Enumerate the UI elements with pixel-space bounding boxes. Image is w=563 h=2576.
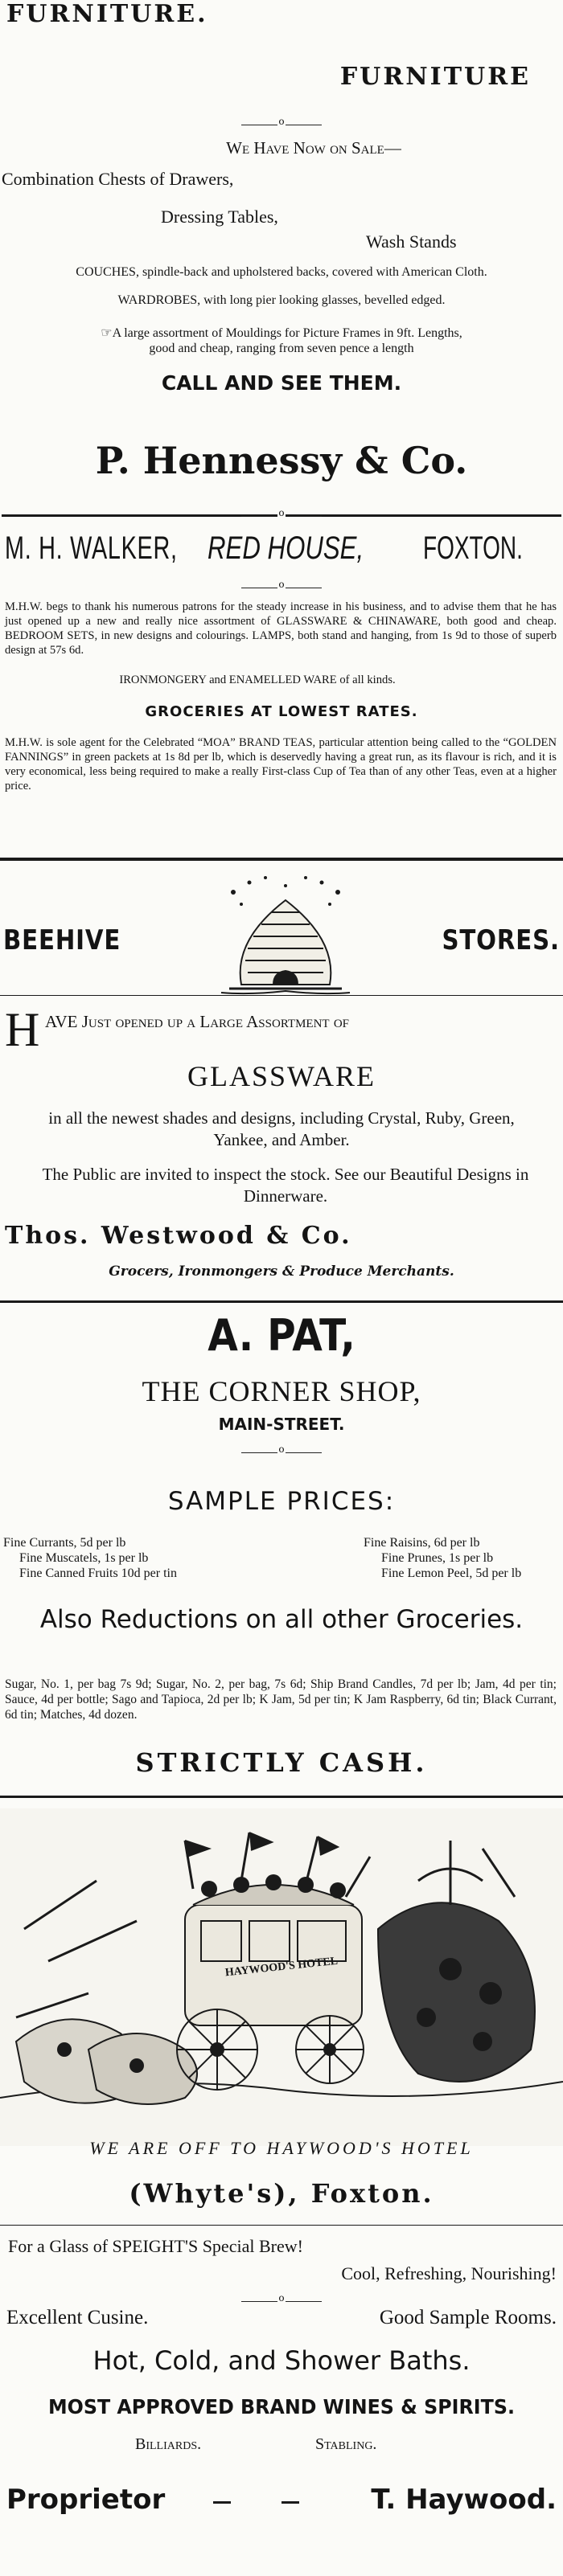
pat-cash: STRICTLY CASH. [135,1747,428,1778]
walker-title [0,530,563,575]
hotel-rooms: Good Sample Rooms. [379,2307,557,2328]
pat-shop: THE CORNER SHOP, [142,1375,421,1407]
price-item: Fine Lemon Peel, 5d per lb [381,1566,522,1580]
hotel-wines: MOST APPROVED BRAND WINES & SPIRITS. [48,2395,515,2418]
beehive-merchant: Thos. Westwood & Co. [5,1222,352,1250]
price-item: Fine Prunes, 1s per lb [381,1551,494,1565]
beehive-invite: The Public are invited to inspect the stock. See our Beautiful Designs in Dinnerware. [42,1165,529,1206]
pat-sugar: Sugar, No. 1, per bag 7s 9d; Sugar, No. 2, per bag, 7s 6d; Ship Brand Candles, 7d per lb; Jam, 4d per tin; Sauce, 4d per bottle; Sago and Tapioca, 2d per lb; K Jam, 5d per tin; K Jam Raspberry, 6d tin; Black Currant, 6d tin; Matches, 4d dozen. [5,1677,557,1722]
walker-title-foxton: FOXTON. [423,530,523,566]
dash-icon [213,2501,231,2504]
pat-street: MAIN-STREET. [218,1415,345,1434]
price-item: Fine Canned Fruits 10d per tin [19,1566,177,1580]
section-rule [0,2225,563,2226]
furniture-item-tables: Dressing Tables, [161,207,278,227]
walker-paragraph-2: M.H.W. is sole agent for the Celebrated “MOA” BRAND TEAS, particular attention being called to the “GOLDEN FANNINGS” in green packets at 1s 8d per lb, which is deservedly having a great run, as its flavour is rich, and it is very economical, less being required to make a really First-class Cup of Tea than of any other Teas, even at a higher price. [5,736,557,792]
hotel-owner: T. Haywood. [371,2484,557,2516]
furniture-title: FURNITURE [339,63,531,91]
walker-groceries: GROCERIES AT LOWEST RATES. [145,703,418,720]
ornament-divider [241,119,322,130]
pat-reductions: Also Reductions on all other Groceries. [39,1605,524,1634]
hotel-banner: WE ARE OFF TO HAYWOOD'S HOTEL [89,2138,474,2158]
furniture-wardrobes: WARDROBES, with long pier looking glasses, bevelled edged. [117,293,446,307]
ornament-divider [241,2295,322,2307]
ornament-divider [241,510,322,522]
furniture-header: FURNITURE. [6,0,208,28]
beehive-title-right: STORES. [442,924,560,956]
hotel-baths: Hot, Cold, and Shower Baths. [92,2345,471,2376]
price-item: Fine Raisins, 6d per lb [364,1536,480,1550]
furniture-item-stands: Wash Stands [366,231,457,252]
beehive-body: in all the newest shades and designs, including Crystal, Ruby, Green, Yankee, and Amber. [48,1108,515,1149]
pat-prices-left [3,1535,277,1581]
walker-title-redhouse: RED HOUSE, [208,530,364,566]
beehive-intro [0,1003,563,1056]
furniture-item-chests: Combination Chests of Drawers, [2,169,234,189]
ornament-divider [241,582,322,593]
pat-prices-right [364,1535,561,1581]
coach-sign: HAYWOOD'S HOTEL [224,1955,339,1980]
furniture-merchant: P. Hennessy & Co. [95,439,468,482]
dash-icon [282,2501,299,2504]
section-rule [0,1796,563,1798]
beehive-intro-text: AVE Just opened up a Large Assortment of [45,1012,350,1031]
hotel-billiards: Billiards. [135,2435,202,2453]
price-item: Fine Muscatels, 1s per lb [19,1551,149,1565]
beehive-glassware: GLASSWARE [187,1060,376,1092]
furniture-couches: COUCHES, spindle-back and upholstered backs, covered with American Cloth. [76,265,487,279]
hotel-name: (Whyte's), Foxton. [129,2178,434,2209]
beehive-title-left: BEEHIVE [3,924,121,956]
beehive-dropcap: H [5,1003,40,1056]
walker-paragraph-1: M.H.W. begs to thank his numerous patrons for the steady increase in his business, and to advise them that he has just opened up a new and really nice assortment of GLASSWARE & CHINAWARE, both good and cheap. BEDROOM SETS, in new designs and colourings. LAMPS, both stand and hanging, from 1s 9d to those of superb design at 57s 6d. [5,600,557,657]
pat-name: A. PAT, [208,1310,355,1361]
section-rule [0,1300,563,1303]
hotel-proprietor-line [0,2484,563,2524]
ornament-divider [241,1447,322,1458]
furniture-mouldings-2: good and cheap, ranging from seven pence a length [149,342,414,355]
section-rule [0,995,563,996]
hotel-proprietor-label: Proprietor [6,2484,166,2516]
section-rule [0,858,563,861]
hotel-stabling: Stabling. [315,2435,377,2453]
coach-illustration-icon [0,1808,563,2146]
furniture-intro: We Have Now on Sale— [226,138,401,158]
price-item: Fine Currants, 5d per lb [3,1536,126,1550]
hotel-glass: For a Glass of SPEIGHT'S Special Brew! [8,2236,303,2256]
hotel-cusine: Excellent Cusine. [6,2307,149,2328]
furniture-mouldings-1: ☞A large assortment of Mouldings for Picture Frames in 9ft. Lengths, [101,326,462,340]
beehive-trade: Grocers, Ironmongers & Produce Merchants. [109,1263,454,1280]
walker-title-name: M. H. WALKER, [5,530,178,566]
furniture-call: CALL AND SEE THEM. [161,371,402,395]
pat-sample-prices: SAMPLE PRICES: [167,1487,396,1516]
hotel-cool: Cool, Refreshing, Nourishing! [341,2263,557,2283]
walker-ironmongery: IRONMONGERY and ENAMELLED WARE of all kinds. [119,674,396,686]
